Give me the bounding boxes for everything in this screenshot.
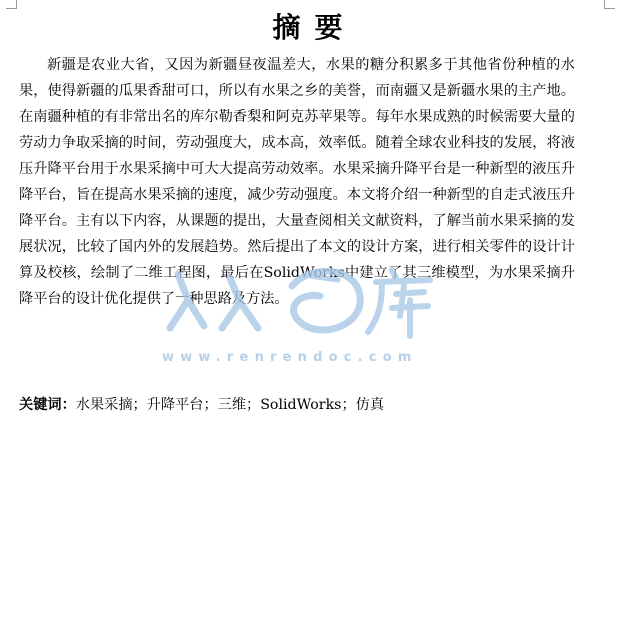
abstract-paragraph: 新疆是农业大省，又因为新疆昼夜温差大，水果的糖分积累多于其他省份种植的水果，使得新疆的瓜果香甜可口，所以有水果之乡的美誉，而南疆又是新疆水果的主产地。在南疆种植的有非常出名的库尔勒香梨和阿克苏苹果等。每年水果成熟的时候需要大量的劳动力争取采摘的时间，劳动强度大，成本高，效率低。随着全球农业科技的发展，将液压升降平台用于水果采摘中可大大提高劳动效率。水果采摘升降平台是一种新型的液压升降平台，旨在提高水果采摘的速度，减少劳动强度。本文将介绍一种新型的自走式液压升降平台。主有以下内容，从课题的提出，大量查阅相关文献资料，了解当前水果采摘的发展状况，比较了国内外的发展趋势。然后提出了本文的设计方案，进行相关零件的设计计算及校核，绘制了二维工程图，最后在SolidWorks中建立了其三维模型，为水果采摘升降平台的设计优化提供了一种思路及方法。 <box>19 57 575 307</box>
keywords-label: 关键词： <box>19 397 76 413</box>
watermark-url: www.renrendoc.com <box>162 350 418 365</box>
keywords-value: 水果采摘；升降平台；三维；SolidWorks；仿真 <box>75 397 385 413</box>
page-corner-mark-left <box>6 0 17 9</box>
page-title: 摘要 <box>272 11 357 44</box>
keywords-line <box>19 392 579 418</box>
page-corner-mark-right <box>604 0 615 9</box>
